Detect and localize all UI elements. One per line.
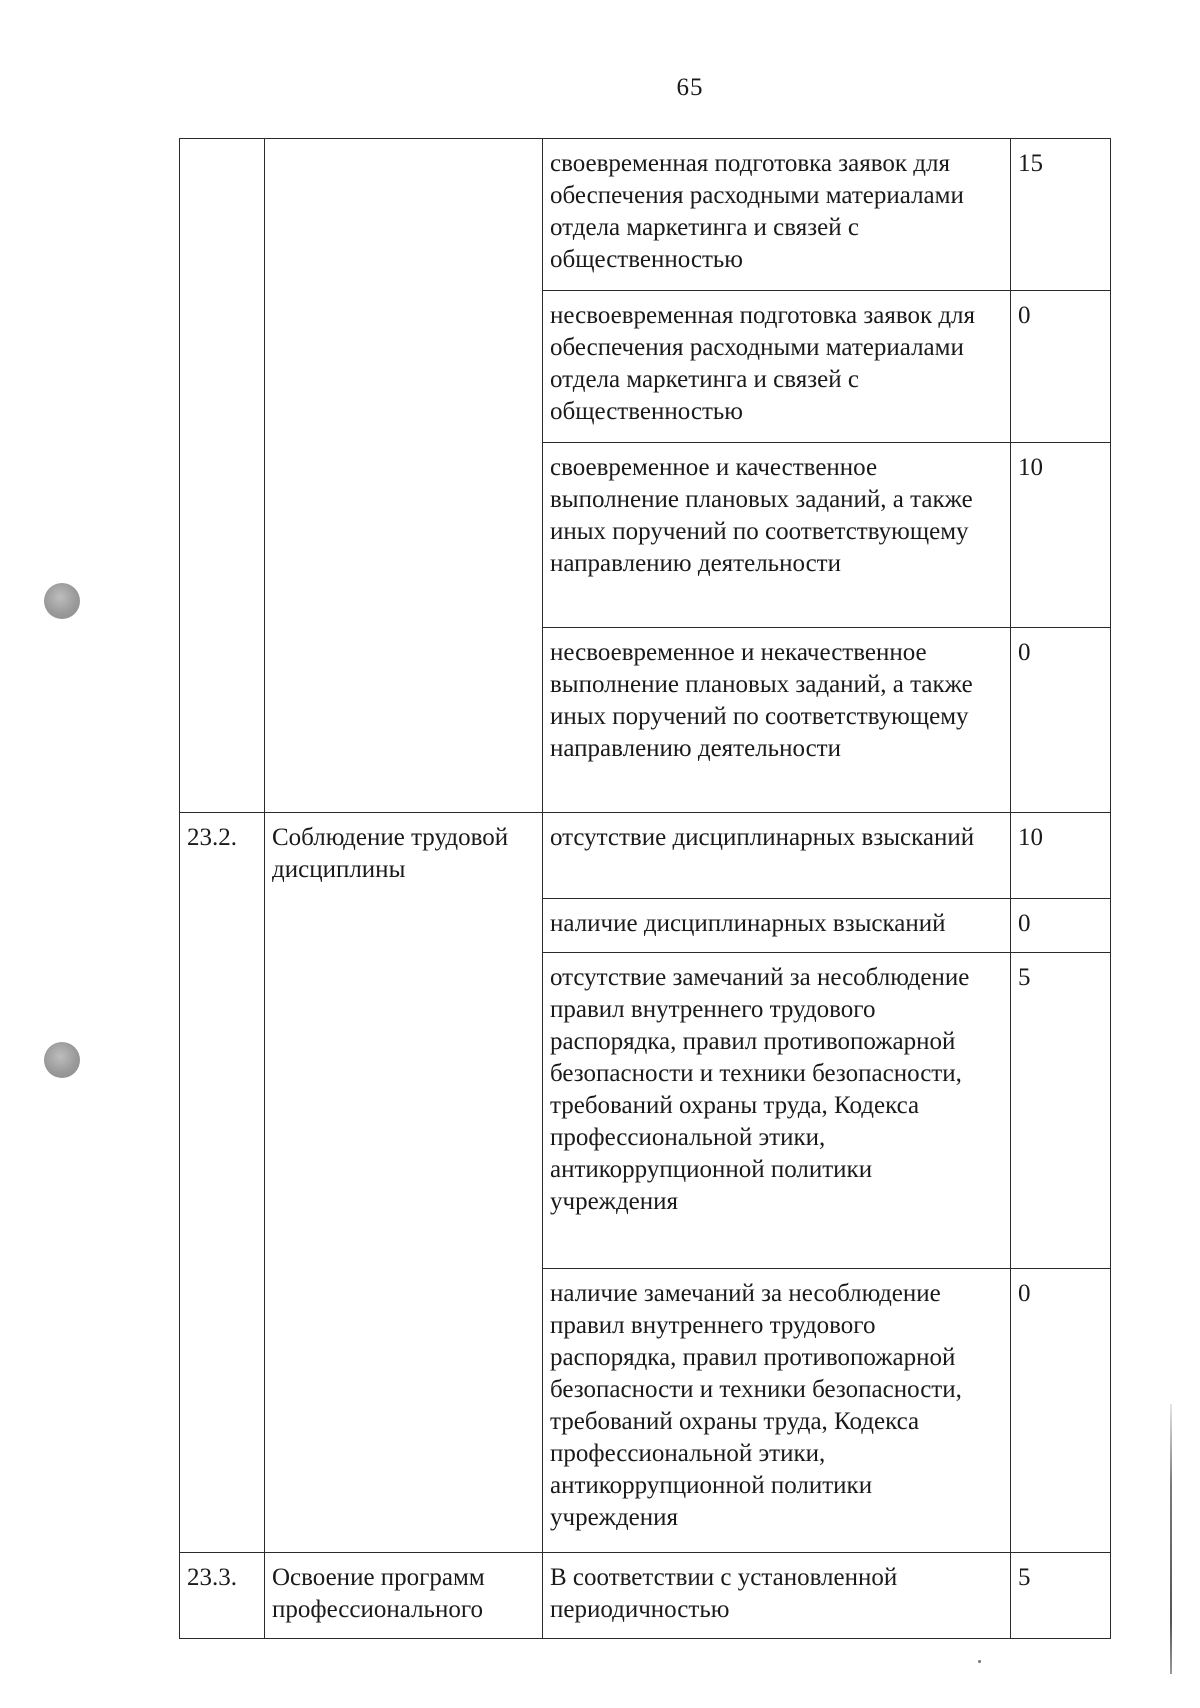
score-cell: 10 (1011, 813, 1111, 899)
condition-cell: отсутствие дисциплинарных взысканий (543, 813, 1011, 899)
table-row (180, 139, 1111, 291)
condition-cell: несвоевременная подготовка заявок для обеспечения расходными материалами отдела маркетинга и связей с общественностью (543, 291, 1011, 443)
score-cell: 0 (1011, 899, 1111, 953)
condition-cell: В соответствии с установленной периодичностью (543, 1553, 1011, 1639)
indicator-cell (265, 139, 543, 813)
condition-cell: своевременная подготовка заявок для обеспечения расходными материалами отдела маркетинга и связей с общественностью (543, 139, 1011, 291)
score-cell: 5 (1011, 953, 1111, 1269)
item-number-cell (180, 139, 265, 813)
condition-cell: наличие дисциплинарных взысканий (543, 899, 1011, 953)
score-cell: 15 (1011, 139, 1111, 291)
page-number: 65 (676, 74, 704, 101)
condition-cell: наличие замечаний за несоблюдение правил внутреннего трудового распорядка, правил противопожарной безопасности и техники безопасности, требований охраны труда, Кодекса профессиональной этики, антикоррупционной политики учреждения (543, 1269, 1011, 1553)
indicator-cell: Соблюдение трудовой дисциплины (265, 813, 543, 1553)
indicator-cell: Освоение программ профессионального (265, 1553, 543, 1639)
punch-hole-mark (44, 1042, 80, 1078)
condition-cell: отсутствие замечаний за несоблюдение правил внутреннего трудового распорядка, правил противопожарной безопасности и техники безопасности, требований охраны труда, Кодекса профессиональной этики, антикоррупционной политики учреждения (543, 953, 1011, 1269)
score-cell: 0 (1011, 1269, 1111, 1553)
scan-dust-mark (978, 1660, 981, 1663)
condition-cell: своевременное и качественное выполнение плановых заданий, а также иных поручений по соответствующему направлению деятельности (543, 443, 1011, 628)
table-row (180, 813, 1111, 899)
table-row (180, 1553, 1111, 1639)
punch-hole-mark (44, 583, 80, 619)
score-cell: 5 (1011, 1553, 1111, 1639)
item-number-cell: 23.2. (180, 813, 265, 1553)
score-cell: 10 (1011, 443, 1111, 628)
score-cell: 0 (1011, 291, 1111, 443)
criteria-table (179, 138, 1111, 1639)
condition-cell: несвоевременное и некачественное выполнение плановых заданий, а также иных поручений по соответствующему направлению деятельности (543, 628, 1011, 813)
score-cell: 0 (1011, 628, 1111, 813)
scan-edge-mark (1170, 1404, 1172, 1674)
item-number-cell: 23.3. (180, 1553, 265, 1639)
